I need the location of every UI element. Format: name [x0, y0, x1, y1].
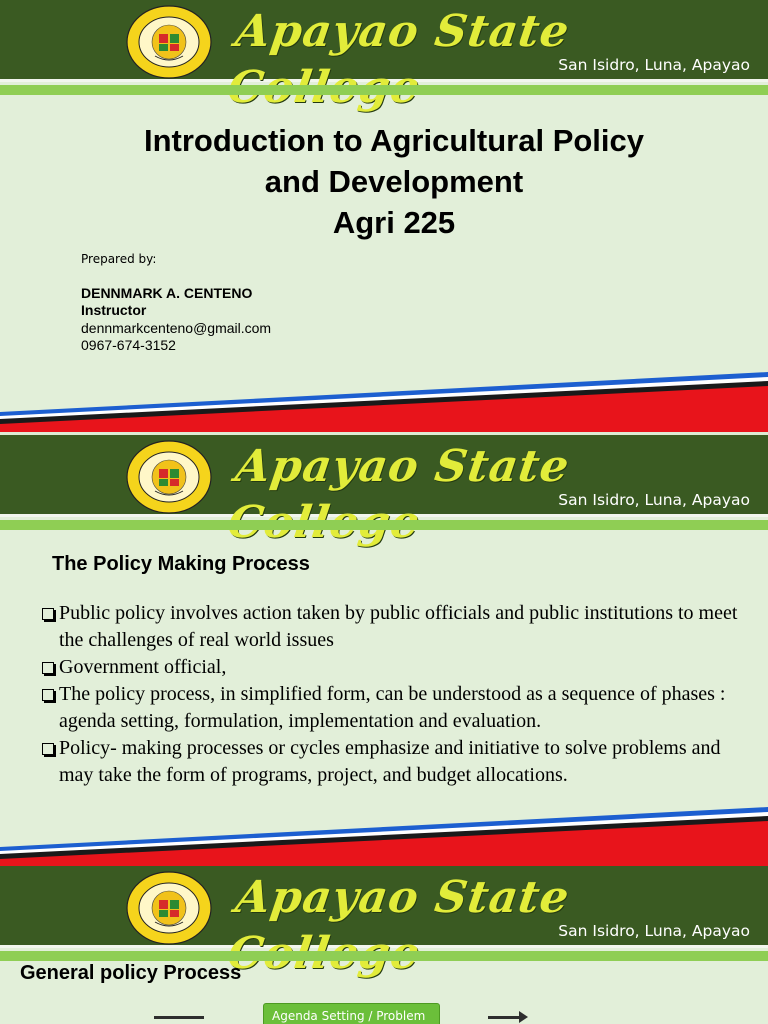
college-name: Apayao State	[232, 872, 573, 923]
college-location: San Isidro, Luna, Apayao	[558, 491, 750, 509]
author-name: DENNMARK A. CENTENO	[81, 285, 253, 301]
author-phone: 0967-674-3152	[81, 337, 176, 353]
section-title: The Policy Making Process	[52, 553, 310, 575]
section-title: General policy Process	[20, 962, 242, 984]
college-seal-icon	[125, 4, 213, 80]
slide-title	[0, 0, 768, 432]
agenda-setting-box: Agenda Setting / Problem	[263, 1003, 440, 1024]
flow-arrow-left	[154, 1016, 204, 1019]
title-line-3: Agri 225	[332, 205, 456, 240]
decorative-stripes	[0, 372, 768, 432]
college-seal-icon	[125, 870, 213, 946]
title-line-2: and Development	[264, 164, 524, 199]
banner-accent-bar	[0, 520, 768, 530]
college-location: San Isidro, Luna, Apayao	[558, 922, 750, 940]
list-item: Government official,	[42, 654, 742, 681]
college-banner	[0, 866, 768, 948]
college-name: Apayao State	[232, 6, 573, 57]
slide-policy-making	[0, 435, 768, 867]
author-email: dennmarkcenteno@gmail.com	[81, 320, 272, 336]
list-item: Public policy involves action taken by public officials and public institutions to meet the challenges of real world issues	[42, 600, 742, 654]
bullet-list	[42, 600, 742, 789]
decorative-stripes	[0, 807, 768, 867]
checkbox-bullet-icon	[42, 743, 54, 755]
author-role: Instructor	[81, 302, 147, 318]
list-item: The policy process, in simplified form, can be understood as a sequence of phases : agenda setting, formulation, implementation and evaluation.	[42, 681, 742, 735]
college-seal-icon	[125, 439, 213, 515]
list-item: Policy- making processes or cycles emphasize and initiative to solve problems and may take the form of programs, project, and budget allocations.	[42, 735, 742, 789]
prepared-by-label: Prepared by:	[81, 252, 157, 266]
college-location: San Isidro, Luna, Apayao	[558, 56, 750, 74]
checkbox-bullet-icon	[42, 662, 54, 674]
slide-general-policy	[0, 866, 768, 1024]
slide-title-text	[40, 120, 748, 243]
college-banner	[0, 435, 768, 517]
checkbox-bullet-icon	[42, 689, 54, 701]
flow-arrow-right-icon	[488, 1016, 520, 1019]
banner-accent-bar	[0, 85, 768, 95]
college-banner	[0, 0, 768, 82]
college-name: Apayao State	[232, 441, 573, 492]
banner-accent-bar	[0, 951, 768, 961]
checkbox-bullet-icon	[42, 608, 54, 620]
title-line-1: Introduction to Agricultural Policy	[143, 123, 645, 158]
